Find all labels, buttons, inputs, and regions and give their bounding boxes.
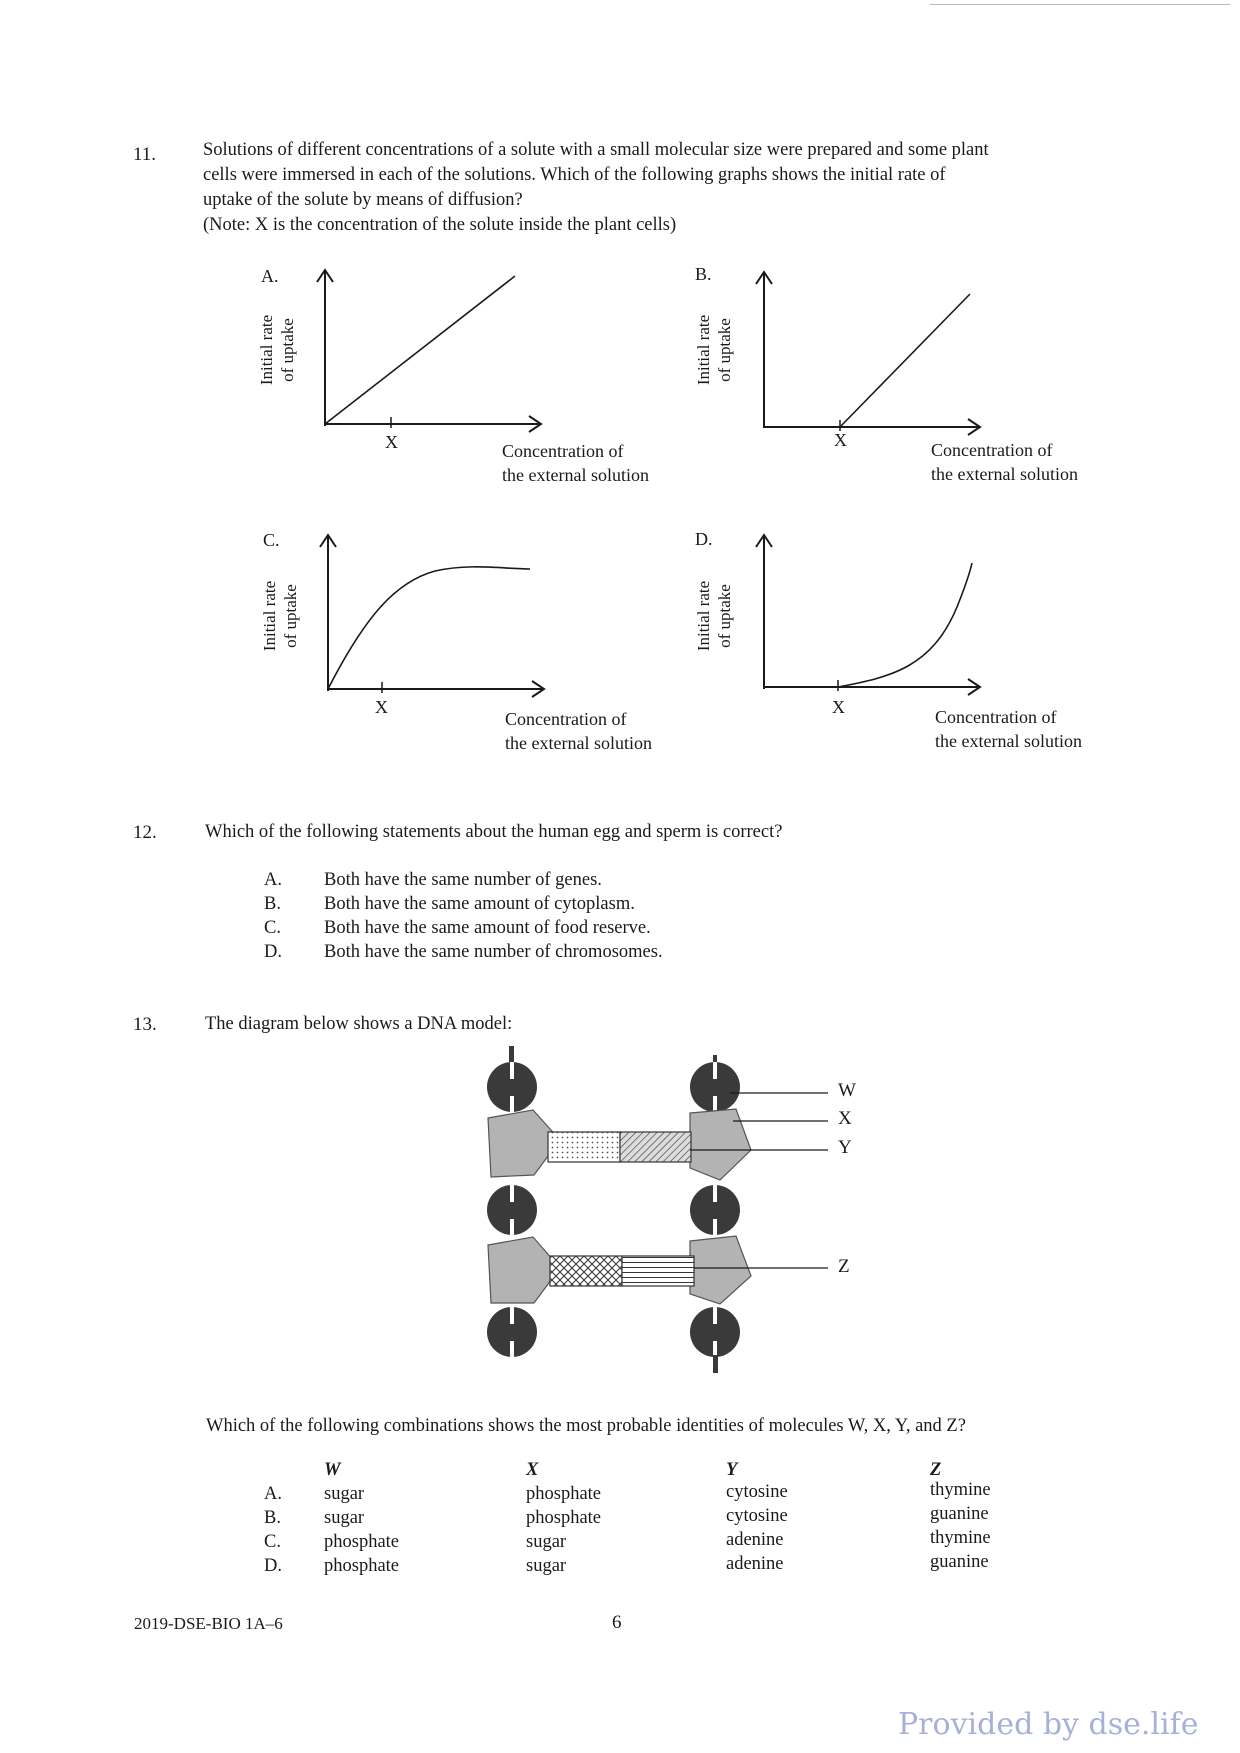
q11-text-line-1: Solutions of different concentrations of a solute with a small molecular size were prepared and some plant <box>203 140 989 160</box>
dna-phosphate-left-1 <box>487 1062 537 1112</box>
q13-row-a-w: sugar <box>324 1484 365 1504</box>
q13-row-b-z: guanine <box>930 1504 989 1524</box>
dna-phosphate-left-3 <box>487 1307 537 1357</box>
dna-label-w: W <box>838 1080 856 1101</box>
dna-sugar-right-1 <box>690 1109 751 1180</box>
dna-model-diagram <box>470 1040 870 1380</box>
q13-header-z: Z <box>930 1460 942 1480</box>
graph-c-xlabel-line1: Concentration of <box>505 709 627 729</box>
dna-base-pair-2-left <box>550 1256 622 1286</box>
graph-c-xmark: X <box>375 697 388 717</box>
graph-b-curve <box>840 294 970 427</box>
q12-option-c-letter: C. <box>264 918 281 938</box>
q13-row-b-w: sugar <box>324 1508 365 1528</box>
q12-option-b-text: Both have the same amount of cytoplasm. <box>324 894 635 914</box>
q13-header-y: Y <box>726 1460 738 1480</box>
q11-text <box>203 138 1108 238</box>
q13-row-a-y: cytosine <box>726 1482 788 1502</box>
graph-d-curve <box>838 563 972 687</box>
q13-row-c-w: phosphate <box>324 1532 400 1552</box>
q13-row-c-y: adenine <box>726 1530 784 1550</box>
q13-row-c-x: sugar <box>526 1532 567 1552</box>
q13-header-x: X <box>526 1460 539 1480</box>
dna-right-top-stub <box>713 1055 717 1063</box>
dna-base-pair-1-left <box>548 1132 620 1162</box>
dna-phosphate-right-3 <box>690 1307 740 1357</box>
q12-option-d-letter: D. <box>264 942 282 962</box>
footer-exam-code: 2019-DSE-BIO 1A–6 <box>134 1614 283 1633</box>
footer-page-number: 6 <box>612 1612 622 1633</box>
watermark-link[interactable]: Provided by dse.life <box>898 1707 1199 1742</box>
graph-d-xmark: X <box>832 697 845 717</box>
graph-c-ylabel-line1: Initial rate <box>260 580 279 652</box>
dna-phosphate-right-1 <box>690 1062 740 1112</box>
q13-question: Which of the following combinations shows the most probable identities of molecules W, X, Y, and Z? <box>206 1416 966 1436</box>
graph-b-xlabel <box>931 438 1078 486</box>
graph-c-xlabel-line2: the external solution <box>505 733 652 753</box>
q13-row-a-letter: A. <box>264 1484 282 1504</box>
graph-a-xmark: X <box>385 432 398 452</box>
graph-b-xlabel-line1: Concentration of <box>931 440 1053 460</box>
graph-a-xlabel-line1: Concentration of <box>502 441 624 461</box>
q11-number: 11. <box>133 144 157 165</box>
dna-sugar-left-2 <box>488 1237 560 1303</box>
graph-c-xlabel <box>505 707 652 755</box>
graph-b-letter: B. <box>695 264 712 284</box>
graph-c-curve <box>328 567 530 689</box>
q13-row-d-x: sugar <box>526 1556 567 1576</box>
graph-b-ylabel-line1: Initial rate <box>694 314 713 386</box>
graph-a-xlabel-line2: the external solution <box>502 465 649 485</box>
q13-row-b-y: cytosine <box>726 1506 788 1526</box>
dna-base-pair-1-right <box>620 1132 691 1162</box>
dna-label-z: Z <box>838 1256 850 1277</box>
graph-a-plot <box>255 262 555 442</box>
q11-text-line-4: (Note: X is the concentration of the solute inside the plant cells) <box>203 215 677 235</box>
dna-left-top-stub <box>509 1046 514 1064</box>
graph-a-xlabel <box>502 439 649 487</box>
q13-row-a-z: thymine <box>930 1480 991 1500</box>
q12-option-d <box>264 940 663 964</box>
q13-intro: The diagram below shows a DNA model: <box>205 1014 513 1034</box>
q12-option-c-text: Both have the same amount of food reserve. <box>324 918 651 938</box>
q12-option-a-letter: A. <box>264 870 282 890</box>
dna-phosphate-right-2 <box>690 1185 740 1235</box>
dna-sugar-right-2 <box>690 1236 751 1304</box>
graph-c-plot <box>255 527 555 707</box>
q13-answer-table <box>264 1460 1104 1585</box>
graph-d-letter: D. <box>695 529 713 549</box>
q13-row-d-z: guanine <box>930 1552 989 1572</box>
dna-phosphate-left-2 <box>487 1185 537 1235</box>
q13-row-a-x: phosphate <box>526 1484 602 1504</box>
q13-row-d-y: adenine <box>726 1554 784 1574</box>
q13-header-w: W <box>324 1460 341 1480</box>
q12-number: 12. <box>133 822 157 843</box>
q11-text-line-3: uptake of the solute by means of diffusion? <box>203 190 523 210</box>
graph-b-ylabel-line2: of uptake <box>715 318 734 382</box>
q11-text-line-2: cells were immersed in each of the solutions. Which of the following graphs shows the initial rate of <box>203 165 946 185</box>
q13-row-b-letter: B. <box>264 1508 281 1528</box>
q13-row-d-letter: D. <box>264 1556 282 1576</box>
graph-c <box>255 527 695 757</box>
q13-row-d-w: phosphate <box>324 1556 400 1576</box>
q12-option-a <box>264 868 663 892</box>
q13-row-b-x: phosphate <box>526 1508 602 1528</box>
graph-b-plot <box>692 262 992 442</box>
q12-option-a-text: Both have the same number of genes. <box>324 870 602 890</box>
q12-question: Which of the following statements about the human egg and sperm is correct? <box>205 822 783 842</box>
graph-b-xmark: X <box>834 430 847 450</box>
graph-d-xlabel-line1: Concentration of <box>935 707 1057 727</box>
q13-row-c-letter: C. <box>264 1532 281 1552</box>
q13-number: 13. <box>133 1014 157 1035</box>
graph-a <box>255 262 695 492</box>
graph-d-ylabel-line1: Initial rate <box>694 580 713 652</box>
q12-option-d-text: Both have the same number of chromosomes. <box>324 942 663 962</box>
graph-a-ylabel-line1: Initial rate <box>257 314 276 386</box>
q12-options <box>264 868 663 964</box>
graph-d-xlabel-line2: the external solution <box>935 731 1082 751</box>
graph-b <box>692 262 1132 492</box>
graph-d <box>692 527 1132 757</box>
graph-a-curve <box>325 276 515 424</box>
page-edge-line <box>930 4 1230 5</box>
dna-label-y: Y <box>838 1137 852 1158</box>
dna-right-bottom-stub <box>713 1355 718 1373</box>
graph-d-plot <box>692 527 992 707</box>
q13-row-c-z: thymine <box>930 1528 991 1548</box>
graph-c-ylabel-line2: of uptake <box>281 584 300 648</box>
q12-option-b-letter: B. <box>264 894 281 914</box>
graph-c-letter: C. <box>263 530 280 550</box>
dna-label-x: X <box>838 1108 852 1129</box>
q12-option-b <box>264 892 663 916</box>
graph-b-xlabel-line2: the external solution <box>931 464 1078 484</box>
graph-a-ylabel-line2: of uptake <box>278 318 297 382</box>
q12-option-c <box>264 916 663 940</box>
graph-a-letter: A. <box>261 266 279 286</box>
graph-d-ylabel-line2: of uptake <box>715 584 734 648</box>
dna-base-pair-2-right <box>622 1256 694 1286</box>
graph-d-xlabel <box>935 705 1082 753</box>
